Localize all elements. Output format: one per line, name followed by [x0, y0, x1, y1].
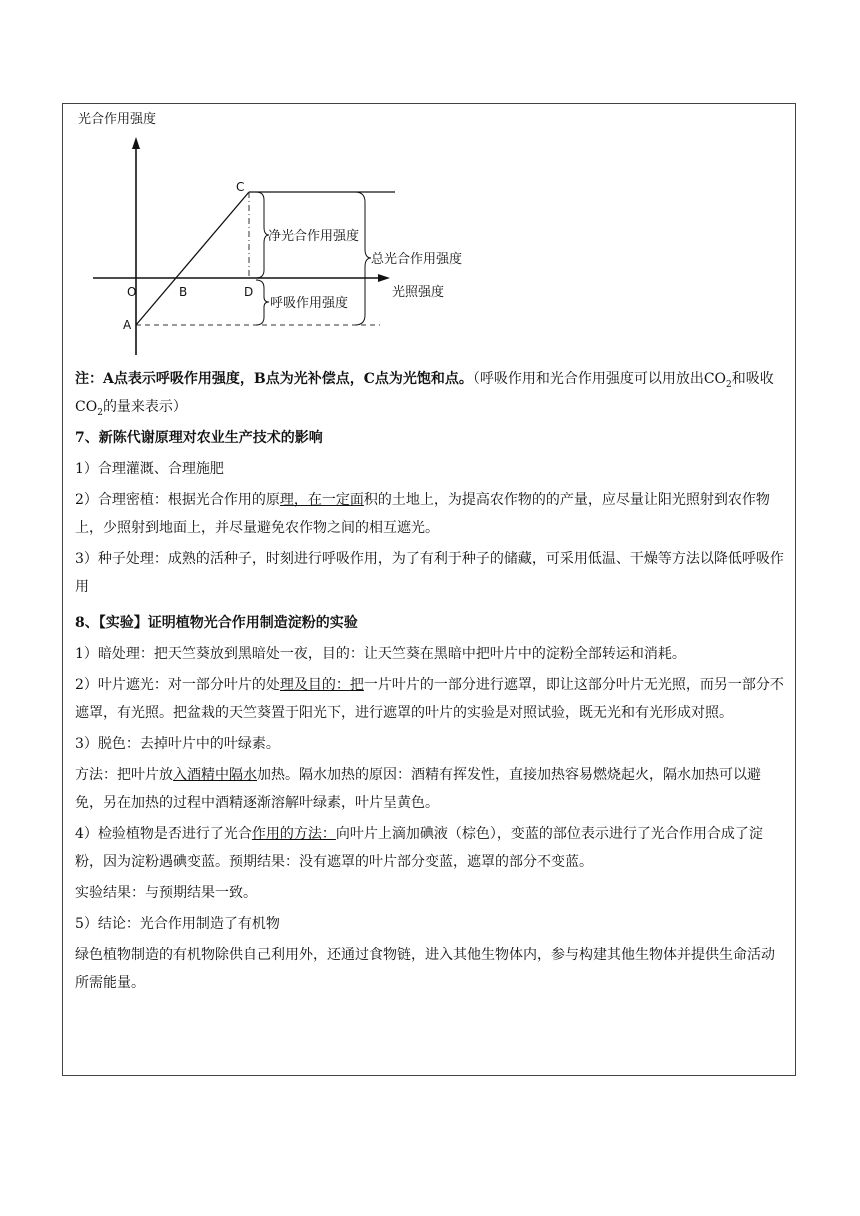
note-bold: 注：A点表示呼吸作用强度，B点为光补偿点，C点为光饱和点。 — [75, 371, 473, 387]
s8-item-4-b: 向叶片上滴加碘液（棕色），变蓝的部位表示进行了光合作用合成了淀粉，因为淀粉遇碘变蓝。预期结果：没有遮罩的叶片部分变蓝，遮罩的部分不变蓝。 — [75, 826, 763, 870]
s7-item-1: 1）合理灌溉、合理施肥 — [75, 461, 224, 477]
s8-item-3: 3）脱色：去掉叶片中的叶绿素。 — [75, 736, 280, 752]
s7-item-2-underline: 理，在一定面 — [279, 492, 364, 508]
point-b: B — [179, 285, 188, 299]
s7-item-2 — [75, 486, 787, 542]
x-axis-label: 光照强度 — [392, 285, 445, 300]
note-text-3: 的量来表示） — [102, 399, 187, 415]
point-o: O — [127, 285, 137, 299]
note-text-1: （呼吸作用和光合作用强度可以用放出CO — [472, 371, 727, 387]
s7-item-2-a: 2）合理密植：根据光合作用的原 — [75, 492, 280, 508]
net-label: 净光合作用强度 — [268, 229, 360, 244]
point-d: D — [244, 285, 254, 299]
s8-method-a: 方法：把叶片放 — [75, 767, 173, 783]
y-axis-arrow — [132, 137, 140, 149]
s8-item-2-a: 2）叶片遮光：对一部分叶片的处 — [75, 677, 280, 693]
s8-item-2-underline: 理及目的：把 — [279, 677, 364, 693]
s8-item-5: 5）结论：光合作用制造了有机物 — [75, 916, 280, 932]
s8-item-2-b: 一片叶片的一部分进行遮罩，即让这部分叶片无光照，而另一部分不遮罩，有光照。把盆栽的天竺葵置于阳光下，进行遮罩的叶片的实验是对照试验，既无光和有光形成对照。 — [75, 677, 784, 721]
total-label: 总光合作用强度 — [371, 252, 463, 267]
photosynthesis-curve — [136, 192, 249, 325]
s8-item-4-a: 4）检验植物是否进行了光合 — [75, 826, 252, 842]
note-text-2: 和吸收CO — [75, 371, 774, 415]
s8-item-2 — [75, 671, 787, 727]
s7-item-2-b: 积的土地上，为提高农作物的的产量，应尽量让阳光照射到农作物上，少照射到地面上，并尽量避免农作物之间的相互遮光。 — [75, 492, 770, 536]
y-axis-label: 光合作用强度 — [78, 112, 157, 127]
s8-item-1: 1）暗处理：把天竺葵放到黑暗处一夜，目的：让天竺葵在黑暗中把叶片中的淀粉全部转运和消耗。 — [75, 646, 686, 662]
s8-method-underline: 入酒精中隔水 — [173, 767, 257, 783]
section-8-heading: 8、【实验】证明植物光合作用制造淀粉的实验 — [75, 615, 358, 631]
section-7-heading: 7、新陈代谢原理对农业生产技术的影响 — [75, 430, 323, 446]
resp-label: 呼吸作用强度 — [270, 296, 349, 311]
s8-method-b: 加热。隔水加热的原因：酒精有挥发性，直接加热容易燃烧起火，隔水加热可以避免，另在加热的过程中酒精逐渐溶解叶绿素，叶片呈黄色。 — [75, 767, 761, 811]
point-a: A — [123, 318, 132, 332]
photosynthesis-diagram — [68, 103, 488, 358]
s8-result: 实验结果：与预期结果一致。 — [75, 885, 257, 901]
co2-subscript: 2 — [97, 407, 103, 418]
diagram-note — [75, 365, 787, 421]
s8-method — [75, 761, 787, 817]
point-c: C — [236, 180, 245, 194]
s8-item-4-underline: 作用的方法： — [251, 826, 336, 842]
s8-conclusion: 绿色植物制造的有机物除供自己利用外，还通过食物链，进入其他生物体内，参与构建其他生物体并提供生命活动所需能量。 — [75, 947, 775, 991]
s8-item-4 — [75, 820, 787, 876]
document-body — [75, 365, 787, 1000]
total-brace — [355, 192, 371, 325]
resp-brace — [256, 280, 269, 325]
x-axis-arrow — [378, 274, 390, 282]
co2-subscript: 2 — [726, 379, 732, 390]
s7-item-3: 3）种子处理：成熟的活种子，时刻进行呼吸作用，为了有利于种子的储藏，可采用低温、干燥等方法以降低呼吸作用 — [75, 551, 784, 595]
